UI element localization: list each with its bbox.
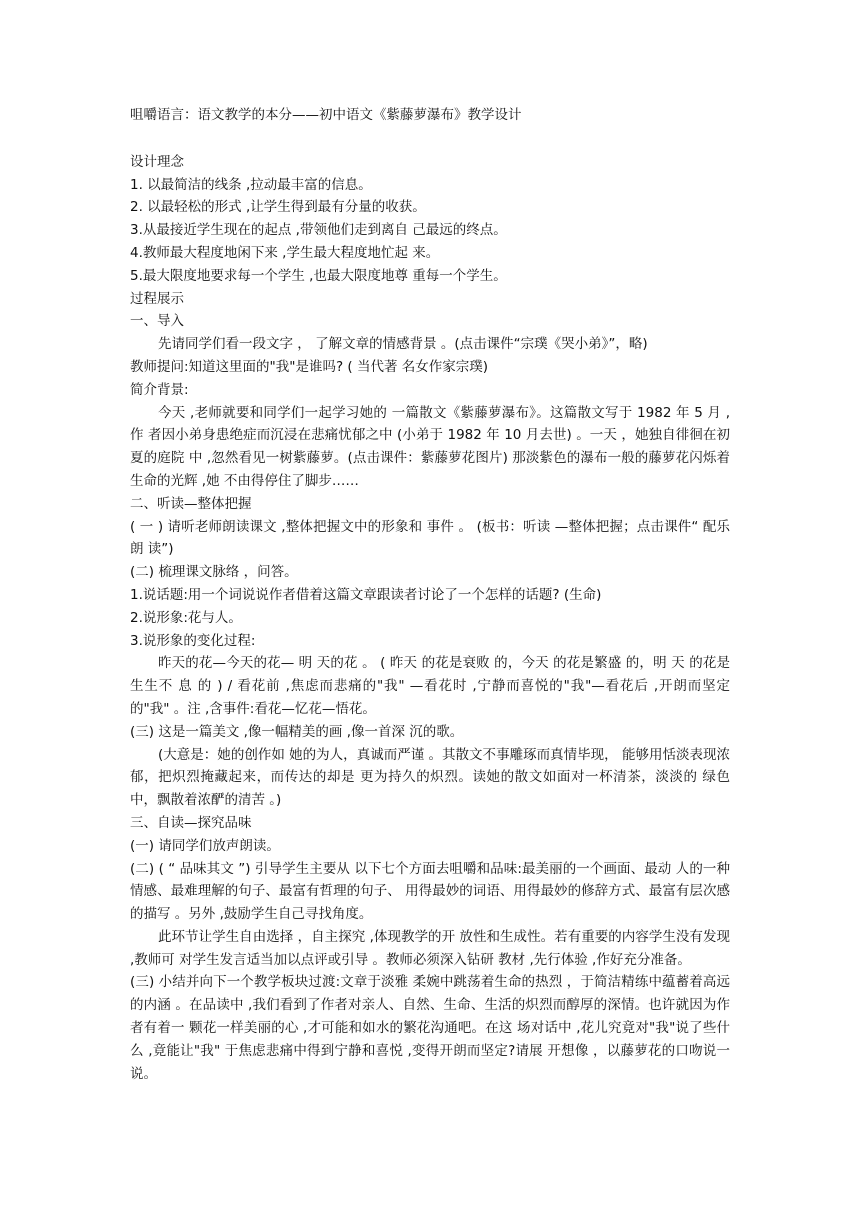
section-2-paragraph-5: (大意是：她的创作如 她的为人，真诚而严谨 。其散文不事雕琢而真情毕现， 能够用恬淡表现浓郁，把炽烈掩藏起来，而传达的却是 更为持久的炽烈。读她的散文如面对一杯清茶，淡淡的 绿色中，飘散着浓酽的清苦 。)	[130, 746, 730, 809]
section-1-background-text: 今天 ,老师就要和同学们一起学习她的 一篇散文《紫藤萝瀑布》。这篇散文写于 1982 年 5 月 ,作 者因小弟身患绝症而沉浸在悲痛忧郁之中 (小弟于 1982 年 10 月去世) 。一天 ，她独自徘徊在初夏的庭院 中 ,忽然看见一树紫藤萝。(点击课件：紫藤萝花图片) 那淡紫色的瀑布一般的藤萝花闪烁着生命的光辉 ,她 不由得停住了脚步……	[130, 404, 730, 489]
section-2-question-2: 2.说形象:花与人。	[130, 609, 242, 626]
design-item-4: 4.教师最大程度地闲下来 ,学生最大程度地忙起 来。	[130, 244, 440, 261]
section-3-paragraph-4: (三) 小结并向下一个教学板块过渡:文章于淡雅 柔婉中跳荡着生命的热烈 ，于简洁精练中蕴蓄着高远 的内涵 。在品读中 ,我们看到了作者对亲人、自然、生命、生活的炽烈而醇厚的深情。也许就因为作者有着一 颗花一样美丽的心 ,才可能和如水的繁花沟通吧。在这 场对话中 ,花儿究竟对"我"说了些什么 ,竟能让"我" 于焦虑悲痛中得到宁静和喜悦 ,变得开朗而坚定?请展 开想像 ，以藤萝花的口吻说一说。	[130, 974, 730, 1082]
section-3-paragraph-2: (二) ( “ 品味其文 ”) 引导学生主要从 以下七个方面去咀嚼和品味:最美丽的一个画面、最动 人的一种情感、最难理解的句子、最富有哲理的句子、 用得最妙的词语、用得最妙的修辞方式、最富有层次感 的描写 。另外 ,鼓励学生自己寻找角度。	[130, 860, 730, 923]
section-1-heading: 一、导入	[130, 313, 184, 330]
section-2-question-1: 1.说话题:用一个词说说作者借着这篇文章跟读者讨论了一个怎样的话题? (生命)	[130, 586, 602, 603]
document-title: 咀嚼语言：语文教学的本分——初中语文《紫藤萝瀑布》教学设计	[130, 107, 522, 123]
design-item-2: 2. 以最轻松的形式 ,让学生得到最有分量的收获。	[130, 199, 426, 216]
process-heading: 过程展示	[130, 290, 184, 307]
design-item-3: 3.从最接近学生现在的起点 ,带领他们走到离自 己最远的终点。	[130, 222, 507, 239]
section-1-paragraph-1: 先请同学们看一段文字 ， 了解文章的情感背景 。(点击课件“宗璞《哭小弟》”，略)	[158, 336, 648, 353]
section-3-paragraph-3: 此环节让学生自由选择 ，自主探究 ,体现教学的开 放性和生成性。若有重要的内容学生没有发现 ,教师可 对学生发言适当加以点评或引导 。教师必须深入钻研 教材 ,先行体验 ,作好充分准备。	[130, 928, 730, 968]
section-3-paragraph-1: (一) 请同学们放声朗读。	[130, 837, 280, 854]
section-2-question-3: 3.说形象的变化过程:	[130, 632, 256, 649]
section-3-heading: 三、自读—探究品味	[130, 814, 252, 831]
section-2-paragraph-2: (二) 梳理课文脉络 ，问答。	[130, 564, 298, 581]
section-1-background-label: 简介背景:	[130, 381, 189, 398]
section-2-paragraph-3: 昨天的花—今天的花— 明 天的花 。 ( 昨天 的花是衰败 的，今天 的花是繁盛 的，明 天 的花是生生不 息 的 ) / 看花前 ,焦虑而悲痛的"我" —看花时 ,宁静而喜悦的"我"—看花后 ,开朗而坚定 的"我" 。注 ,含事件:看花—忆花—悟花。	[130, 655, 730, 717]
document-page	[130, 104, 730, 1085]
section-1-question: 教师提问:知道这里面的"我"是谁吗? ( 当代著 名女作家宗璞)	[130, 358, 489, 375]
design-heading: 设计理念	[130, 153, 184, 170]
design-item-1: 1. 以最简洁的线条 ,拉动最丰富的信息。	[130, 176, 372, 193]
design-item-5: 5.最大限度地要求每一个学生 ,也最大限度地尊 重每一个学生。	[130, 267, 507, 284]
section-2-heading: 二、听读—整体把握	[130, 495, 252, 512]
section-2-paragraph-1: ( 一 ) 请听老师朗读课文 ,整体把握文中的形象和 事件 。 (板书：听读 —整体把握；点击课件“ 配乐 朗 读”)	[130, 518, 730, 558]
section-2-paragraph-4: (三) 这是一篇美文 ,像一幅精美的画 ,像一首深 沉的歌。	[130, 723, 464, 740]
